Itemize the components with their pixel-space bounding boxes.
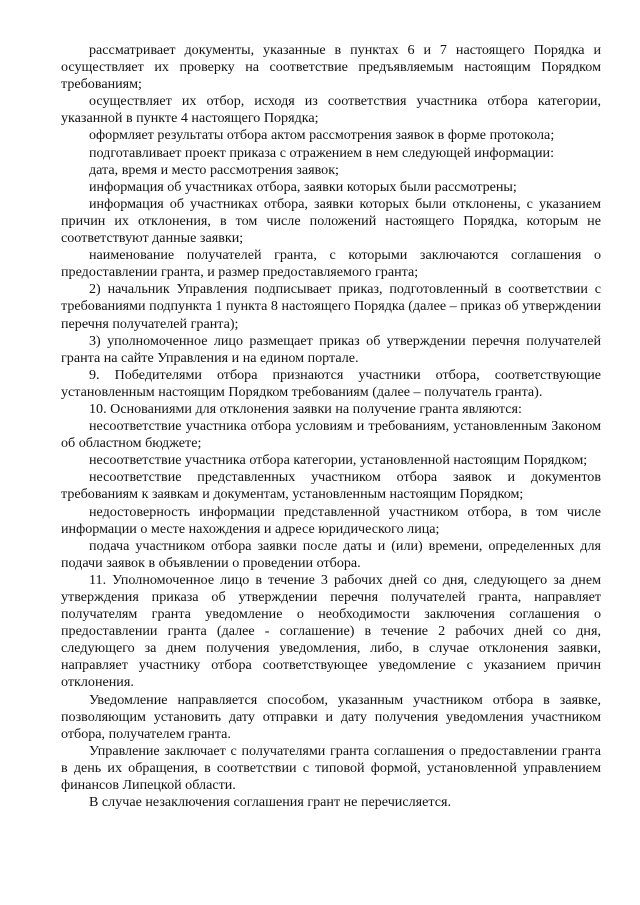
paragraph-notification: Уведомление направляется способом, указанным участником отбора в заявке, позволяющим установить дату отправки и дату получения уведомления участником отбора, получателем гранта. xyxy=(61,691,601,742)
paragraph-reject-conditions: несоответствие участника отбора условиям и требованиям, установленным Законом об областном бюджете; xyxy=(61,418,601,452)
paragraph-protocol: оформляет результаты отбора актом рассмотрения заявок в форме протокола; xyxy=(89,127,555,144)
paragraph-considered-participants: информация об участниках отбора, заявки которых были рассмотрены; xyxy=(89,178,517,195)
paragraph-agreement: Управление заключает с получателями гранта соглашения о предоставлении гранта в день их обращения, в соответствии с типовой формой, установленной управлением финансов Липецкой области. xyxy=(61,742,601,794)
paragraph-clause-9: 9. Победителями отбора признаются участники отбора, соответствующие установленным настоящим Порядком требованиям (далее – получатель гранта). xyxy=(61,366,601,400)
paragraph-reject-documents: несоответствие представленных участником отбора заявок и документов требованиям к заявкам и документам, установленным настоящим Порядком; xyxy=(61,469,601,503)
paragraph-no-agreement: В случае незаключения соглашения грант не перечисляется. xyxy=(89,794,451,811)
paragraph-reject-category: несоответствие участника отбора категории, установленной настоящим Порядком; xyxy=(89,452,588,469)
paragraph-draft-order: подготавливает проект приказа с отражением в нем следующей информации: xyxy=(89,144,554,161)
paragraph-reject-false-info: недостоверность информации представленной участником отбора, в том числе информации о месте нахождения и адресе юридического лица; xyxy=(61,503,601,537)
paragraph-item-3: 3) уполномоченное лицо размещает приказ об утверждении перечня получателей гранта на сайте Управления и на едином портале. xyxy=(61,332,601,366)
paragraph-rejected-participants: информация об участниках отбора, заявки которых были отклонены, с указанием причин их отклонения, в том числе положений настоящего Порядка, которым не соответствуют данные заявки; xyxy=(61,195,601,247)
paragraph-clause-11: 11. Уполномоченное лицо в течение 3 рабочих дней со дня, следующего за днем утверждения приказа об утверждении перечня получателей гранта, направляет получателям гранта уведомление о необходимости заключения соглашения о предоставлении гранта (далее - соглашение) в течение 2 рабочих дней со дня, следующего за днем получения уведомления, либо, в случае отклонения заявки, направляет участнику отбора соответствующее уведомление с указанием причин отклонения. xyxy=(61,571,601,691)
paragraph-date-time-place: дата, время и место рассмотрения заявок; xyxy=(89,161,339,178)
paragraph-clause-10: 10. Основаниями для отклонения заявки на получение гранта являются: xyxy=(89,400,522,417)
paragraph-item-2: 2) начальник Управления подписывает приказ, подготовленный в соответствии с требованиями подпункта 1 пункта 8 настоящего Порядка (далее – приказ об утверждении перечня получателей гранта); xyxy=(61,281,601,332)
paragraph-reject-late-submission: подача участником отбора заявки после даты и (или) времени, определенных для подачи заявок в объявлении о проведении отбора. xyxy=(61,537,601,571)
document-page xyxy=(61,42,601,811)
paragraph-selection: осуществляет их отбор, исходя из соответствия участника отбора категории, указанной в пункте 4 настоящего Порядка; xyxy=(61,93,601,127)
paragraph-grant-recipients: наименование получателей гранта, с которыми заключаются соглашения о предоставлении гранта, и размер предоставляемого гранта; xyxy=(61,247,601,281)
paragraph-review-documents: рассматривает документы, указанные в пунктах 6 и 7 настоящего Порядка и осуществляет их проверку на соответствие предъявляемым настоящим Порядком требованиям; xyxy=(61,42,601,93)
